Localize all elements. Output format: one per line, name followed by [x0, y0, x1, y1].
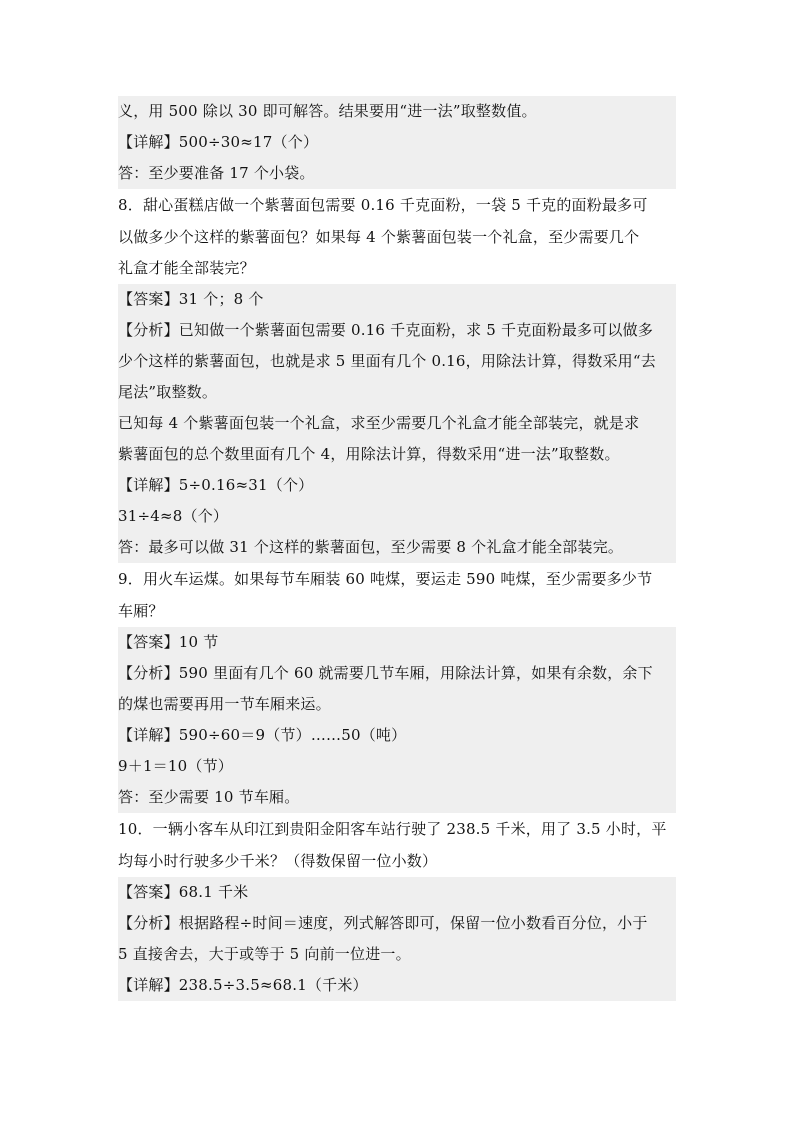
question-line: 以做多少个这样的紫薯面包？如果每 4 个紫薯面包装一个礼盒，至少需要几个: [118, 222, 676, 253]
detail-line: 【详解】238.5÷3.5≈68.1（千米）: [118, 970, 676, 1001]
analysis-line: 【分析】根据路程÷时间＝速度，列式解答即可，保留一位小数看百分位，小于: [118, 908, 676, 939]
analysis-line: 已知每 4 个紫薯面包装一个礼盒，求至少需要几个礼盒才能全部装完，就是求: [118, 408, 676, 439]
question-line: 车厢？: [118, 596, 676, 627]
answer-line: 【答案】10 节: [118, 627, 676, 658]
analysis-line: 【分析】已知做一个紫薯面包需要 0.16 千克面粉，求 5 千克面粉最多可以做多: [118, 315, 676, 346]
analysis-line: 【分析】590 里面有几个 60 就需要几节车厢，用除法计算，如果有余数，余下: [118, 658, 676, 689]
analysis-line: 5 直接舍去，大于或等于 5 向前一位进一。: [118, 939, 676, 970]
text-line: 答：至少要准备 17 个小袋。: [118, 158, 676, 189]
detail-line: 31÷4≈8（个）: [118, 501, 676, 532]
question-line: 礼盒才能全部装完？: [118, 253, 676, 284]
answer-line: 【答案】31 个；8 个: [118, 284, 676, 315]
analysis-line: 少个这样的紫薯面包，也就是求 5 里面有几个 0.16，用除法计算，得数采用“去: [118, 346, 676, 377]
question-line: 8．甜心蛋糕店做一个紫薯面包需要 0.16 千克面粉，一袋 5 千克的面粉最多可: [118, 190, 676, 221]
conclusion-line: 答：至少需要 10 节车厢。: [118, 782, 676, 813]
analysis-line: 的煤也需要再用一节车厢来运。: [118, 689, 676, 720]
detail-line: 【详解】5÷0.16≈31（个）: [118, 470, 676, 501]
question-line: 10．一辆小客车从印江到贵阳金阳客车站行驶了 238.5 千米，用了 3.5 小时，平: [118, 814, 676, 845]
text-line: 【详解】500÷30≈17（个）: [118, 127, 676, 158]
conclusion-line: 答：最多可以做 31 个这样的紫薯面包，至少需要 8 个礼盒才能全部装完。: [118, 532, 676, 563]
answer-line: 【答案】68.1 千米: [118, 877, 676, 908]
detail-line: 9＋1＝10（节）: [118, 751, 676, 782]
question-line: 9．用火车运煤。如果每节车厢装 60 吨煤，要运走 590 吨煤，至少需要多少节: [118, 564, 676, 595]
detail-line: 【详解】590÷60＝9（节）……50（吨）: [118, 720, 676, 751]
analysis-line: 尾法”取整数。: [118, 377, 676, 408]
question-line: 均每小时行驶多少千米？（得数保留一位小数）: [118, 846, 676, 877]
analysis-line: 紫薯面包的总个数里面有几个 4，用除法计算，得数采用“进一法”取整数。: [118, 439, 676, 470]
text-line: 义，用 500 除以 30 即可解答。结果要用“进一法”取整数值。: [118, 96, 676, 127]
